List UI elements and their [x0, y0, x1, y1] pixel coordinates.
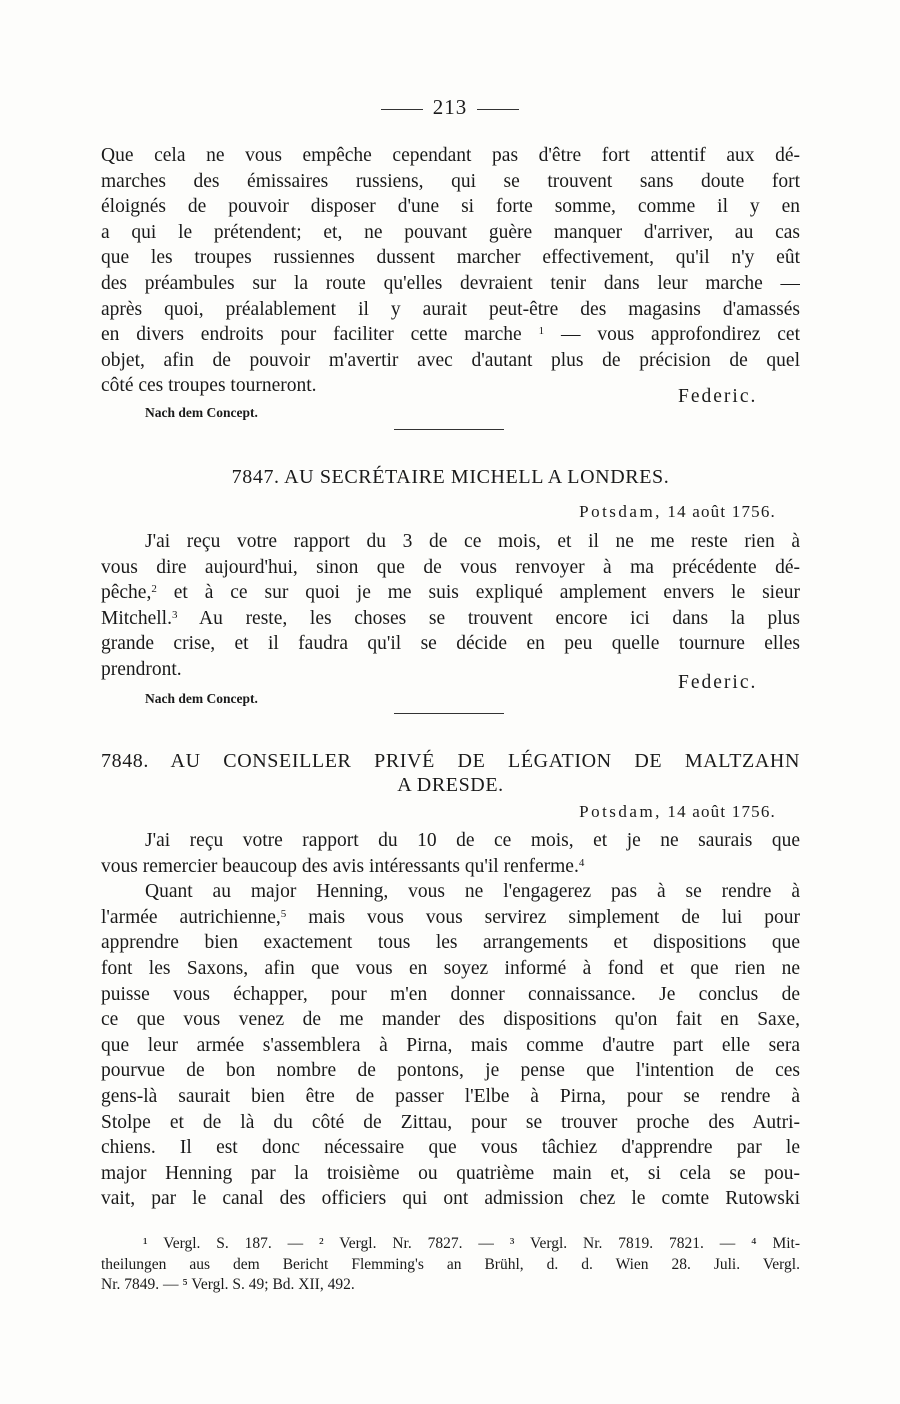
text-line: des préambules sur la route qu'elles devraient tenir dans leur marche — [101, 272, 800, 294]
section-rule [394, 713, 504, 714]
text-segment: Au reste, les choses se trouvent encore ici dans la plus [177, 607, 800, 629]
header-dash-right [477, 109, 519, 110]
text-line: vait, par le canal des officiers qui ont admission chez le comte Rutowski [101, 1188, 800, 1210]
text-segment: et à ce sur quoi je me suis expliqué amplement envers le sieur [156, 582, 800, 604]
footnote-line: theilungen aus dem Bericht Flemming's an Brühl, d. d. Wien 28. Juli. Vergl. [101, 1255, 800, 1273]
concept-note: Nach dem Concept. [145, 405, 258, 420]
text-line: Stolpe et de là du côté de Zittau, pour se trouver proche des Autri- [101, 1111, 800, 1133]
text-line: J'ai reçu votre rapport du 10 de ce mois, et je ne saurais que [145, 830, 800, 851]
text-segment: — vous approfondirez cet [560, 324, 800, 346]
text-line: puisse vous échapper, pour m'en donner connaissance. Je conclus de [101, 983, 800, 1005]
page-header [0, 95, 900, 120]
text-line: vous dire aujourd'hui, sinon que de vous renvoyer à ma précédente dé- [101, 556, 800, 578]
dateline [579, 502, 776, 522]
text-line: a qui le prétendent; et, ne pouvant guère manquer d'arriver, au cas [101, 221, 800, 243]
text-line: apprendre bien exactement tous les arrangements et dispositions que [101, 932, 800, 954]
text-line [101, 322, 800, 348]
text-line: éloignés de pouvoir disposer d'une si forte somme, comme il y en [101, 196, 800, 218]
concept-note: Nach dem Concept. [145, 691, 258, 706]
text-segment: en divers endroits pour faciliter cette marche [101, 324, 522, 346]
dateline-place: Potsdam, [579, 502, 662, 521]
signature: Federic. [678, 672, 758, 693]
text-line: côté ces troupes tourneront. [101, 375, 317, 397]
footnote-line: ¹ Vergl. S. 187. — ² Vergl. Nr. 7827. — ³ Vergl. Nr. 7819. 7821. — ⁴ Mit- [143, 1235, 800, 1252]
text-line: que leur armée s'assemblera à Pirna, mais comme d'autre part elle sera [101, 1034, 800, 1056]
text-line: objet, afin de pouvoir m'avertir avec d'autant plus de précision de quel [101, 349, 800, 371]
dateline-place: Potsdam, [579, 802, 662, 821]
text-line: Que cela ne vous empêche cependant pas d'être fort attentif aux dé- [101, 145, 800, 166]
section-rule [394, 429, 504, 430]
text-segment: mais vous vous servirez simplement de lui pour [286, 906, 800, 928]
footnote-ref: 2 [151, 583, 157, 596]
text-line: Quant au major Henning, vous ne l'engagerez pas à se rendre à [145, 881, 800, 903]
text-line: que les troupes russiennes dussent marcher effectivement, qu'il n'y eût [101, 247, 800, 269]
letter-heading: 7847. AU SECRÉTAIRE MICHELL A LONDRES. [231, 466, 670, 488]
text-line [101, 580, 800, 606]
text-line [101, 905, 800, 931]
footnotes [101, 1234, 800, 1296]
footnote-line: Nr. 7849. — ⁵ Vergl. S. 49; Bd. XII, 492. [101, 1276, 355, 1293]
page-number: 213 [432, 95, 468, 119]
text-line: gens-là saurait bien être de passer l'Elbe à Pirna, pour se rendre à [101, 1085, 800, 1107]
text-line: font les Saxons, afin que vous en soyez informé à fond et que rien ne [101, 957, 800, 979]
header-dash-left [381, 109, 423, 110]
text-segment: vous remercier beaucoup des avis intéressants qu'il renferme. [101, 855, 579, 877]
text-segment: l'armée autrichienne, [101, 906, 281, 928]
letter-body [101, 529, 800, 683]
text-line: marches des émissaires russiens, qui se trouvent sans doute fort [101, 170, 800, 192]
dateline [579, 802, 776, 822]
text-line: après quoi, préalablement il y aurait peut-être des magasins d'amassés [101, 298, 800, 320]
footnote-ref: 3 [171, 608, 178, 621]
text-line: major Henning par la troisième ou quatrième main et, si cela se pou- [101, 1162, 800, 1184]
footnote-ref: 1 [538, 325, 545, 338]
letter-body [101, 828, 800, 1212]
signature: Federic. [678, 386, 758, 407]
footnote-ref: 4 [578, 856, 585, 869]
text-segment: pêche, [101, 582, 152, 604]
text-line: pourvue de bon nombre de pontons, je pense que l'intention de ces [101, 1060, 800, 1082]
text-line: ce que vous venez de me mander des dispositions qu'on fait en Saxe, [101, 1009, 800, 1031]
text-line: grande crise, et il faudra qu'il se décide en peu quelle tournure elles [101, 633, 800, 655]
dateline-date: 14 août 1756. [667, 802, 776, 821]
letter-heading: 7848. AU CONSEILLER PRIVÉ DE LÉGATION DE MALTZAHN [101, 750, 800, 772]
text-segment: Mitchell. [101, 607, 172, 629]
letter-heading-line2: A DRESDE. [397, 774, 504, 796]
dateline-date: 14 août 1756. [667, 502, 776, 521]
paragraph-continuation [101, 143, 800, 399]
text-line: J'ai reçu votre rapport du 3 de ce mois, et il ne me reste rien à [145, 531, 800, 552]
text-line [101, 606, 800, 632]
text-line [101, 854, 800, 880]
text-line: prendront. [101, 658, 182, 680]
text-line: chiens. Il est donc nécessaire que vous tâchiez d'apprendre par le [101, 1137, 800, 1159]
footnote-ref: 5 [280, 907, 287, 920]
